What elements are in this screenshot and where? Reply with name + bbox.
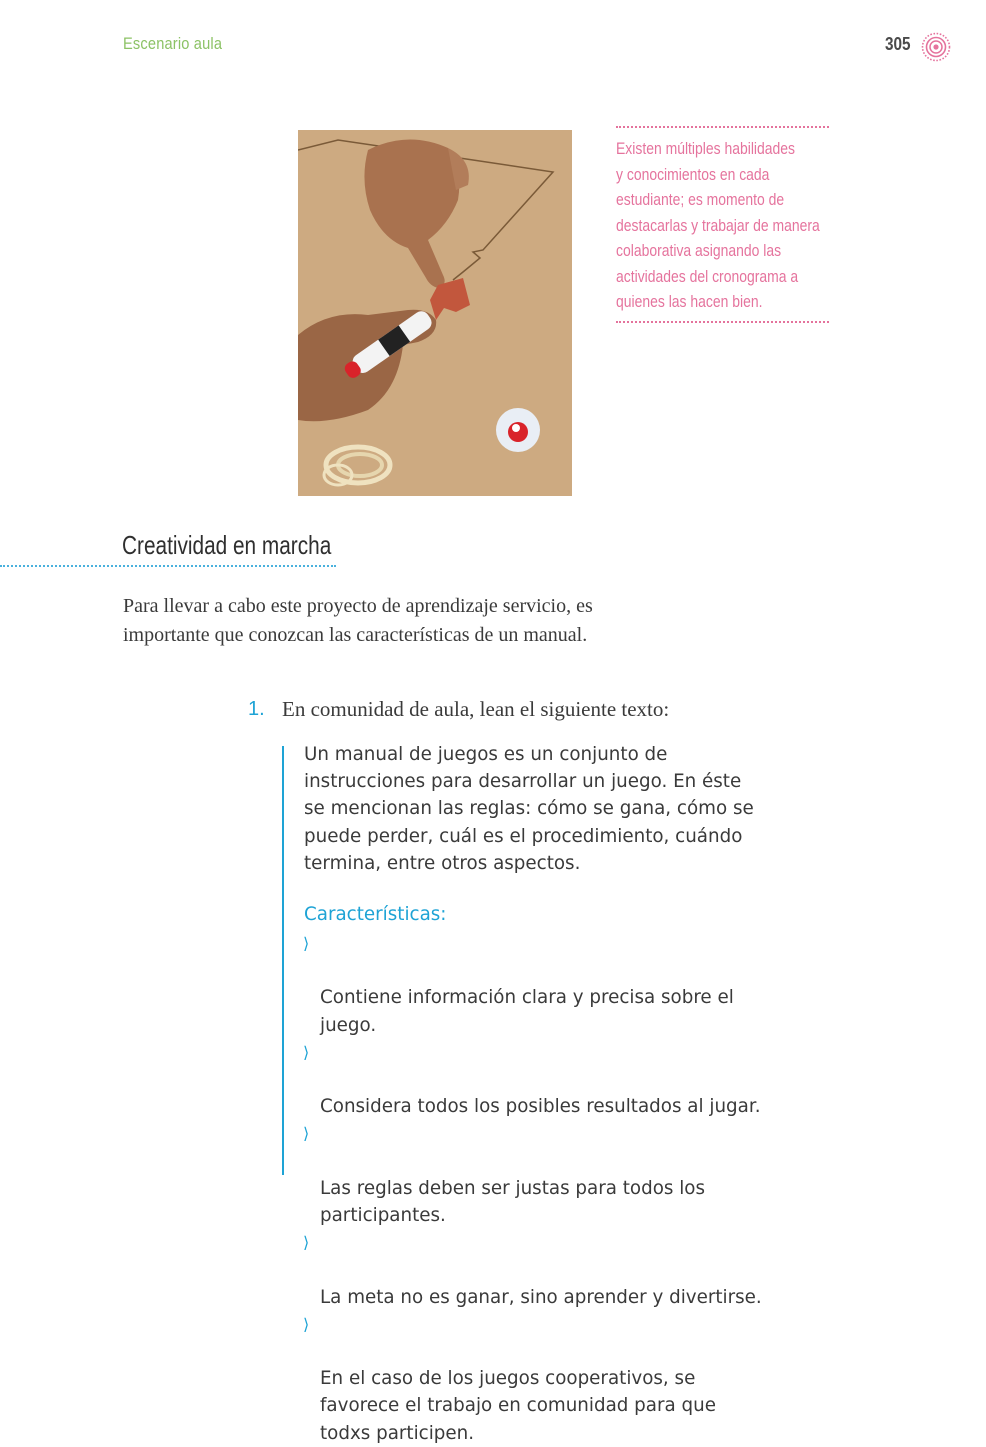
reading-accent-bar (282, 746, 284, 1175)
reading-paragraph: Un manual de juegos es un conjunto de instrucciones para desarrollar un juego. En éste se mencionan las reglas: cómo se gana, cómo se puede perder, cuál es el procedimiento, cuándo termina, entre otros aspectos. (304, 744, 754, 874)
intro-paragraph: Para llevar a cabo este proyecto de aprendizaje servicio, es importante que conozcan las características de un manual. (123, 595, 593, 646)
list-item-text: En el caso de los juegos cooperativos, se favorece el trabajo en comunidad para que todxs participen. (320, 1368, 716, 1444)
list-item (304, 1229, 824, 1311)
list-item (304, 1039, 824, 1121)
activity-number: 1. (248, 698, 265, 720)
chevron-right-icon: ⟩ (303, 1124, 310, 1144)
chevron-right-icon: ⟩ (303, 1314, 310, 1334)
list-item-text: Contiene información clara y precisa sobre el juego. (320, 987, 734, 1036)
list-item-text: Las reglas deben ser justas para todos los participantes. (320, 1177, 706, 1227)
list-item (304, 930, 824, 1039)
list-item (304, 1120, 824, 1229)
list-item-text: Considera todos los posibles resultados al jugar. (320, 1096, 761, 1118)
chevron-right-icon: ⟩ (303, 934, 310, 953)
page-number: 305 (885, 34, 911, 54)
section-label: Escenario aula (123, 34, 223, 53)
sidenote-text: Existen múltiples habilidades y conocimientos en cada estudiante; es momento de destacarlas y trabajar de manera colaborativa asignando las actividades del cronograma a quienes las hacen bien. (616, 139, 820, 311)
characteristics-list (304, 930, 824, 1447)
section-title: Creatividad en marcha (122, 530, 332, 560)
list-item (304, 1311, 824, 1447)
section-divider (0, 565, 336, 567)
activity-instruction: En comunidad de aula, lean el siguiente texto: (282, 697, 670, 721)
list-item-text: La meta no es ganar, sino aprender y divertirse. (320, 1286, 762, 1308)
concentric-circles-icon (921, 32, 951, 62)
characteristics-heading: Características: (304, 904, 447, 925)
sidenote-box (616, 126, 829, 323)
chevron-right-icon: ⟩ (303, 1233, 310, 1253)
chevron-right-icon: ⟩ (303, 1042, 310, 1062)
photo-hands-tracing-cardboard (298, 130, 572, 496)
